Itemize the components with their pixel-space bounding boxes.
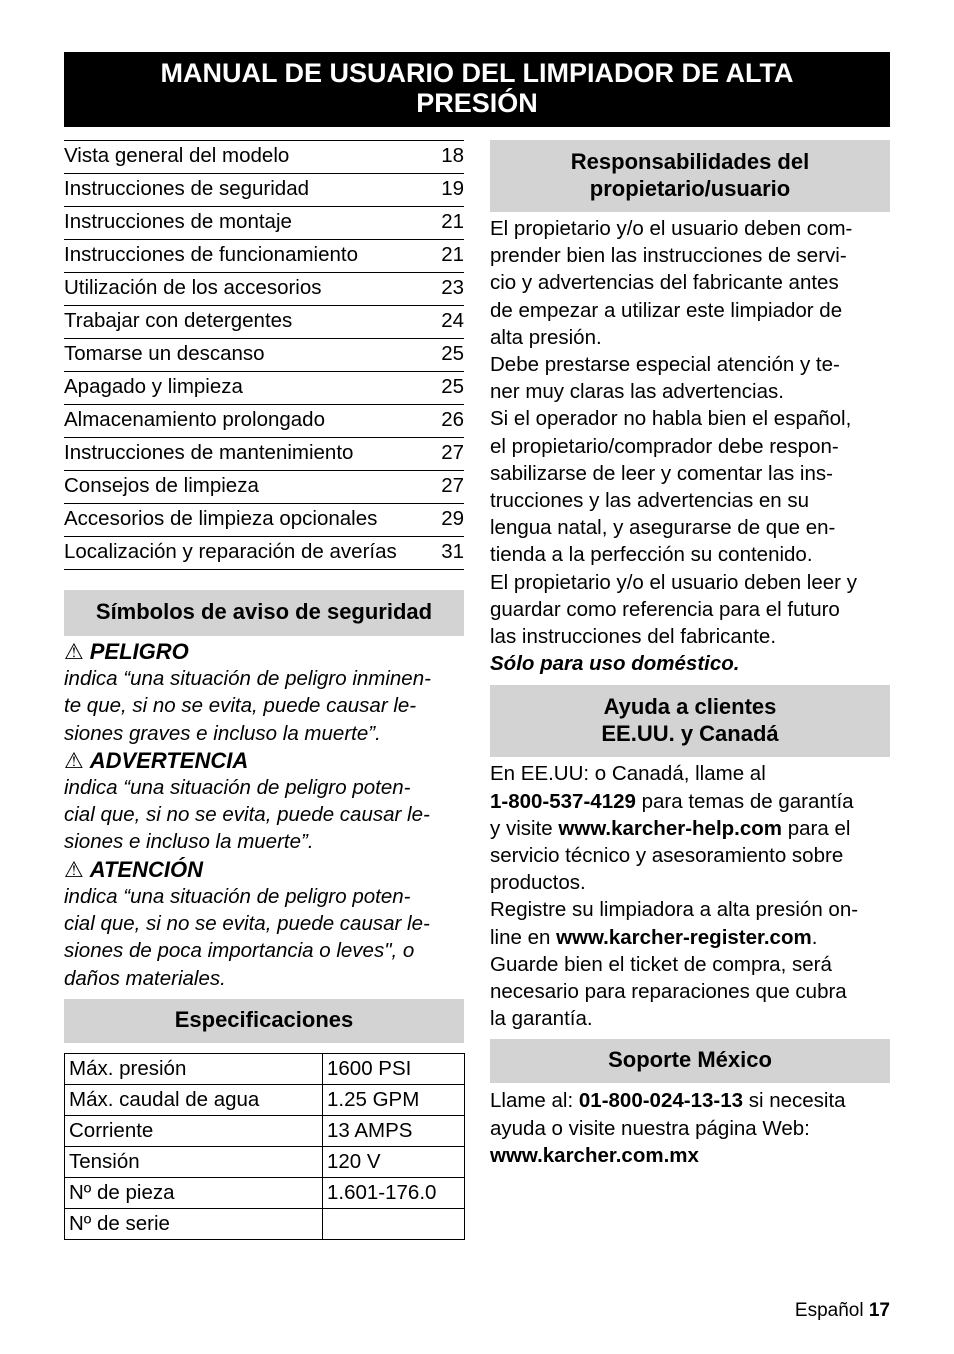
us-support-line: Guarde bien el ticket de compra, será — [490, 952, 832, 976]
us-support-heading-line-1: Ayuda a clientes — [603, 694, 777, 720]
page-number: 17 — [868, 1300, 890, 1321]
toc-row[interactable] — [64, 239, 464, 272]
toc-row[interactable] — [64, 173, 464, 206]
register-url-link[interactable]: www.karcher-register.com — [556, 925, 812, 949]
toc-row[interactable] — [64, 470, 464, 503]
responsibilities-line: trucciones y las advertencias en su — [490, 489, 810, 513]
toc-label: Vista general del modelo — [64, 144, 290, 167]
responsibilities-line: sabilizarse de leer y comentar las ins- — [490, 461, 833, 485]
toc-label: Instrucciones de funcionamiento — [64, 243, 359, 266]
toc-page-number: 26 — [441, 408, 464, 431]
toc-label: Instrucciones de montaje — [64, 210, 292, 233]
toc-row[interactable] — [64, 437, 464, 470]
toc-row[interactable] — [64, 503, 464, 536]
warning-heading — [64, 638, 464, 665]
warning-label: PELIGRO — [89, 639, 189, 664]
right-column — [490, 140, 890, 1169]
toc-row[interactable] — [64, 206, 464, 239]
toc-page-number: 23 — [441, 276, 464, 299]
us-support-text-fragment: . — [811, 925, 818, 949]
responsibilities-line: lengua natal, y asegurarse de que en- — [490, 516, 836, 540]
responsibilities-heading — [490, 140, 890, 212]
mexico-support-line — [490, 1087, 890, 1114]
domestic-use-note: Sólo para uso doméstico. — [490, 652, 740, 676]
toc-label: Instrucciones de mantenimiento — [64, 441, 354, 464]
spec-label: Máx. caudal de agua — [65, 1084, 323, 1115]
toc-page-number: 25 — [441, 342, 464, 365]
responsibilities-line: El propietario y/o el usuario deben com- — [490, 217, 853, 240]
mexico-support-line: ayuda o visite nuestra página Web: — [490, 1116, 810, 1140]
mexico-support-text-fragment: Llame al: — [490, 1089, 579, 1113]
warning-triangle-icon: ⚠ — [64, 639, 84, 664]
left-column — [64, 140, 464, 1240]
responsibilities-line: ner muy claras las advertencias. — [490, 380, 784, 404]
warning-label: ADVERTENCIA — [89, 747, 249, 773]
warning-triangle-icon: ⚠ — [64, 856, 84, 882]
table-row — [65, 1146, 465, 1177]
responsibilities-line: El propietario y/o el usuario deben leer y — [490, 570, 857, 594]
toc-page-number: 21 — [441, 243, 464, 266]
toc-row[interactable] — [64, 536, 464, 570]
toc-label: Instrucciones de seguridad — [64, 177, 310, 200]
toc-page-number: 19 — [441, 177, 464, 200]
responsibilities-heading-line-1: Responsabilidades del — [570, 149, 810, 174]
toc-label: Accesorios de limpieza opcionales — [64, 507, 378, 530]
us-support-text — [490, 760, 890, 1032]
us-support-heading-line-2: EE.UU. y Canadá — [601, 721, 779, 747]
warning-description-line: siones de poca importancia o leves", o — [64, 939, 415, 963]
warning-description-line: daños materiales. — [64, 966, 226, 990]
symbols-heading: Símbolos de aviso de seguridad — [64, 590, 464, 636]
responsibilities-heading-line-2: propietario/usuario — [589, 176, 791, 201]
title-bar — [64, 52, 890, 127]
table-row — [65, 1084, 465, 1115]
toc-label: Trabajar con detergentes — [64, 309, 293, 332]
us-support-heading — [490, 685, 890, 757]
responsibilities-line: alta presión. — [490, 325, 602, 349]
help-url-link[interactable]: www.karcher-help.com — [558, 816, 783, 840]
warning-heading — [64, 747, 464, 774]
us-support-line: la garantía. — [490, 1007, 593, 1031]
responsibilities-line: el propietario/comprador debe respon- — [490, 434, 839, 458]
mexico-support-text — [490, 1087, 890, 1169]
table-row — [65, 1177, 465, 1208]
toc-page-number: 18 — [441, 144, 464, 167]
mexico-support-text-fragment: si necesita — [743, 1089, 846, 1113]
toc-row[interactable] — [64, 371, 464, 404]
toc-row[interactable] — [64, 140, 464, 173]
spec-label: Máx. presión — [65, 1053, 323, 1084]
table-row — [65, 1053, 465, 1084]
us-support-line: En EE.UU: o Canadá, llame al — [490, 762, 766, 786]
spec-label: Tensión — [65, 1146, 323, 1177]
responsibilities-text — [490, 215, 890, 650]
toc-page-number: 25 — [441, 375, 464, 398]
us-support-text-fragment: y visite — [490, 816, 559, 840]
spec-label: Nº de pieza — [65, 1177, 323, 1208]
spec-value: 1600 PSI — [323, 1053, 465, 1084]
responsibilities-line: tienda a la perfección su contenido. — [490, 543, 813, 567]
mexico-url-link[interactable]: www.karcher.com.mx — [490, 1143, 699, 1167]
us-support-line — [490, 815, 890, 842]
specs-table — [64, 1053, 465, 1240]
table-row — [65, 1115, 465, 1146]
us-support-text-fragment: para temas de garantía — [635, 789, 854, 813]
us-support-line — [490, 788, 890, 815]
us-support-line — [490, 924, 890, 951]
mexico-support-heading: Soporte México — [490, 1039, 890, 1083]
spec-value: 1.25 GPM — [323, 1084, 465, 1115]
responsibilities-line: las instrucciones del fabricante. — [490, 625, 777, 649]
toc-page-number: 24 — [441, 309, 464, 332]
page-title-line-1: MANUAL DE USUARIO DEL LIMPIADOR DE ALTA — [160, 58, 794, 88]
page-title-line-2: PRESIÓN — [416, 88, 538, 118]
warning-description-line: indica “una situación de peligro poten- — [64, 884, 411, 908]
warning-description-line: cial que, si no se evita, puede causar le- — [64, 912, 430, 936]
responsibilities-line: cio y advertencias del fabricante antes — [490, 271, 839, 295]
toc-page-number: 31 — [441, 540, 464, 563]
warning-description-line: indica “una situación de peligro inminen- — [64, 667, 431, 690]
page-footer — [795, 1300, 890, 1322]
spec-value — [323, 1208, 465, 1239]
us-support-line: servicio técnico y asesoramiento sobre — [490, 844, 844, 868]
spec-label: Nº de serie — [65, 1208, 323, 1239]
us-support-line: Registre su limpiadora a alta presión on- — [490, 898, 859, 922]
toc-row[interactable] — [64, 404, 464, 437]
warning-label: ATENCIÓN — [89, 856, 203, 882]
us-support-line: productos. — [490, 871, 586, 895]
us-support-line: necesario para reparaciones que cubra — [490, 980, 847, 1004]
toc-page-number: 27 — [441, 441, 464, 464]
toc-row[interactable] — [64, 305, 464, 338]
responsibilities-line: prender bien las instrucciones de servi- — [490, 244, 847, 268]
warning-description-line: siones e incluso la muerte”. — [64, 830, 314, 854]
us-support-text-fragment: para el — [782, 816, 851, 840]
warning-description-line: te que, si no se evita, puede causar le- — [64, 694, 417, 718]
toc-label: Consejos de limpieza — [64, 474, 259, 497]
spec-value: 120 V — [323, 1146, 465, 1177]
toc-row[interactable] — [64, 272, 464, 305]
warning-description-line: cial que, si no se evita, puede causar le- — [64, 803, 430, 827]
mexico-phone-number[interactable]: 01-800-024-13-13 — [578, 1089, 744, 1113]
toc-page-number: 21 — [441, 210, 464, 233]
warning-heading — [64, 856, 464, 883]
toc-label: Apagado y limpieza — [64, 375, 243, 398]
responsibilities-line: de empezar a utilizar este limpiador de — [490, 298, 843, 322]
responsibilities-line: guardar como referencia para el futuro — [490, 597, 840, 621]
us-support-text-fragment: line en — [490, 925, 557, 949]
toc-page-number: 29 — [441, 507, 464, 530]
footer-language: Español — [794, 1300, 864, 1321]
table-row — [65, 1208, 465, 1239]
toc-label: Tomarse un descanso — [64, 342, 265, 365]
table-of-contents — [64, 140, 464, 570]
spec-value: 13 AMPS — [323, 1115, 465, 1146]
toc-label: Utilización de los accesorios — [64, 276, 322, 299]
responsibilities-line: Debe prestarse especial atención y te- — [490, 353, 840, 377]
warning-triangle-icon: ⚠ — [64, 747, 84, 773]
toc-row[interactable] — [64, 338, 464, 371]
spec-label: Corriente — [65, 1115, 323, 1146]
warning-description-line: siones graves e incluso la muerte”. — [64, 721, 381, 745]
spec-value: 1.601-176.0 — [323, 1177, 465, 1208]
specs-heading: Especificaciones — [64, 999, 464, 1043]
toc-label: Almacenamiento prolongado — [64, 408, 325, 431]
warning-list — [64, 638, 464, 992]
toc-page-number: 27 — [441, 474, 464, 497]
warning-description-line: indica “una situación de peligro poten- — [64, 775, 411, 799]
responsibilities-line: Si el operador no habla bien el español, — [490, 407, 852, 431]
us-phone-number[interactable]: 1-800-537-4129 — [490, 789, 636, 813]
toc-label: Localización y reparación de averías — [64, 540, 397, 563]
